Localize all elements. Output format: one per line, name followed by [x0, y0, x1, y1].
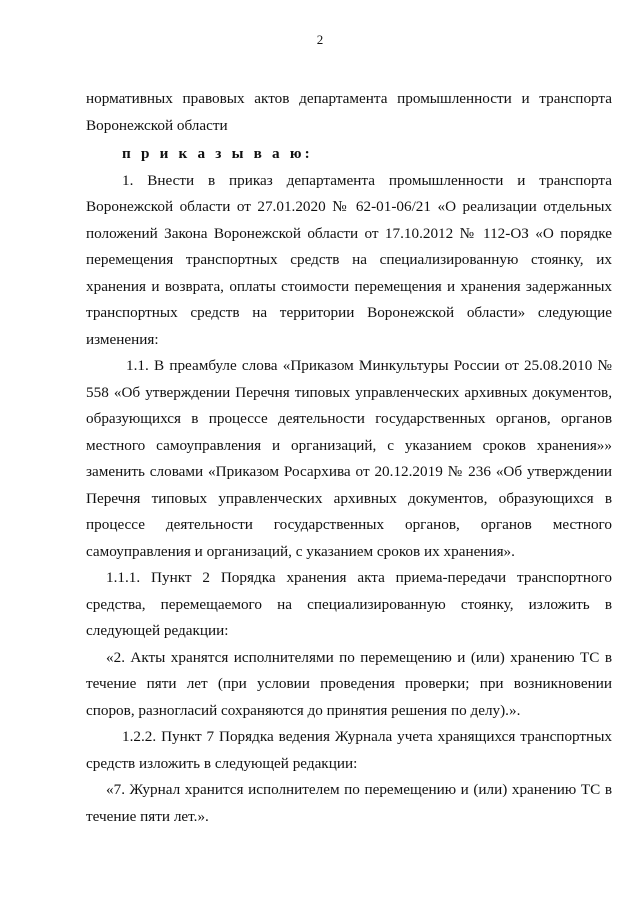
paragraph-item-1-1-1: 1.1.1. Пункт 2 Порядка хранения акта приема-передачи транспортного средства, перемещаемого на специализированную стоянку, изложить в следующей редакции: [86, 569, 612, 639]
paragraph-intro-continuation: нормативных правовых актов департамента промышленности и транспорта Воронежской области [86, 90, 612, 134]
paragraph-item-1-2-2: 1.2.2. Пункт 7 Порядка ведения Журнала учета хранящихся транспортных средств изложить в следующей редакции: [86, 728, 612, 772]
document-body [86, 86, 612, 830]
quote-item-2: «2. Акты хранятся исполнителями по перемещению и (или) хранению ТС в течение пяти лет (при условии проведения проверки; при возникновении споров, разногласий сохраняются до принятия решения по делу).». [86, 648, 612, 719]
page-number: 2 [316, 32, 324, 47]
paragraph-item-1: 1. Внести в приказ департамента промышленности и транспорта Воронежской области от 27.01.2020 № 62-01-06/21 «О реализации отдельных положений Закона Воронежской области от 17.10.2012 № 112-ОЗ «О порядке перемещения транспортных средств на специализированную стоянку, их хранения и возврата, оплаты стоимости перемещения и хранения задержанных транспортных средств на территории Воронежской области» следующие изменения: [86, 171, 612, 348]
quote-item-7: «7. Журнал хранится исполнителем по перемещению и (или) хранению ТС в течение пяти лет.». [86, 781, 612, 825]
paragraph-item-1-1: 1.1. В преамбуле слова «Приказом Минкультуры России от 25.08.2010 № 558 «Об утверждении Перечня типовых управленческих архивных документов, образующихся в процессе деятельности государственных органов, органов местного самоуправления и организаций, с указанием сроков хранения»» заменить словами «Приказом Росархива от 20.12.2019 № 236 «Об утверждении Перечня типовых управленческих архивных документов, образующихся в процессе деятельности государственных органов, органов местного самоуправления и организаций, с указанием сроков их хранения». [86, 357, 612, 560]
order-heading: п р и к а з ы в а ю: [122, 145, 313, 162]
